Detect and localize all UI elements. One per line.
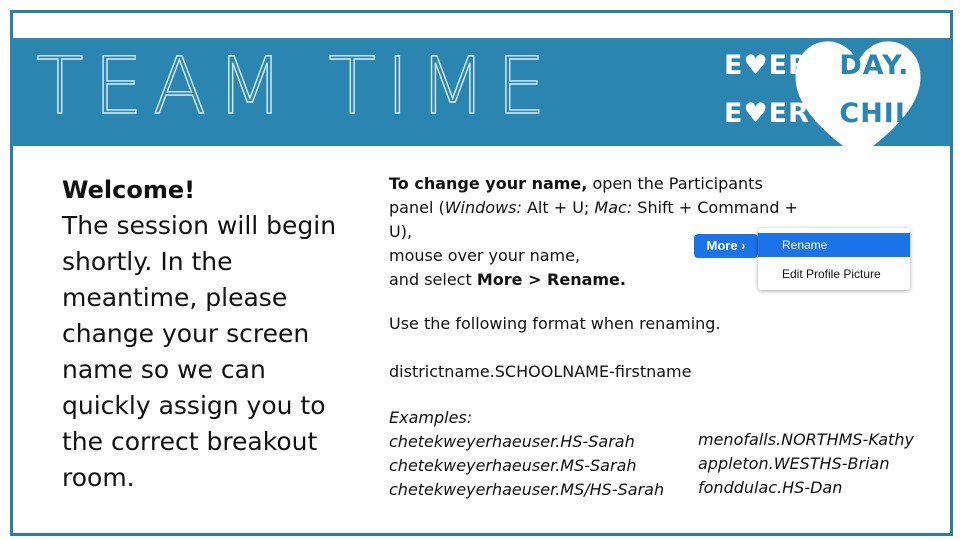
header-banner [10, 38, 950, 146]
logo-child: CHILD. [839, 98, 948, 129]
instr-bold: To change your name, [389, 174, 588, 193]
instr-line4-pre: and select [389, 270, 477, 289]
instr-line3: mouse over your name, [389, 246, 581, 265]
logo-every-2: E♥ERY [724, 98, 829, 129]
example-item: chetekweyerhaeuser.MS-Sarah [389, 456, 637, 475]
example-item: chetekweyerhaeuser.HS-Sarah [389, 432, 635, 451]
instr-mac-keys: Shift + Command + U [389, 198, 798, 241]
instr-mac-label: Mac: [594, 198, 633, 217]
example-item: fonddulac.HS-Dan [698, 478, 843, 497]
menu-item-edit-profile-picture[interactable]: Edit Profile Picture [782, 267, 881, 281]
example-item: appleton.WESTHS-Brian [698, 454, 890, 473]
examples-column-1 [389, 406, 664, 502]
name-pattern: districtname.SCHOOLNAME-firstname [389, 362, 692, 381]
example-item: chetekweyerhaeuser.MS/HS-Sarah [389, 480, 665, 499]
instr-text2: ), [400, 222, 413, 241]
participant-context-menu [758, 228, 910, 290]
logo-day: DAY. [839, 50, 910, 81]
format-instruction: Use the following format when renaming. [389, 314, 721, 333]
example-item: menofalls.NORTHMS-Kathy [698, 430, 914, 449]
instr-text1: open the Participants panel ( [389, 174, 763, 217]
logo-every-1: E♥ERY [724, 50, 829, 81]
logo-line-2 [724, 98, 948, 129]
examples-column-2 [698, 428, 914, 500]
rename-instructions [389, 172, 799, 292]
instr-win-keys: Alt + U; [521, 198, 595, 217]
examples-heading: Examples: [389, 408, 473, 427]
instr-line4-bold: More > Rename. [476, 270, 626, 289]
welcome-message: The session will begin shortly. In the meantime, please change your screen name so we can quickly assign you to the correct breakout room. [62, 211, 337, 492]
welcome-panel [62, 172, 342, 496]
logo-line-1 [724, 50, 909, 81]
more-button[interactable]: More › [694, 234, 758, 258]
menu-item-rename[interactable]: Rename [758, 233, 910, 257]
welcome-heading: Welcome! [62, 176, 196, 204]
banner-title: TEAM TIME [36, 42, 556, 132]
instr-win-label: Windows: [444, 198, 522, 217]
